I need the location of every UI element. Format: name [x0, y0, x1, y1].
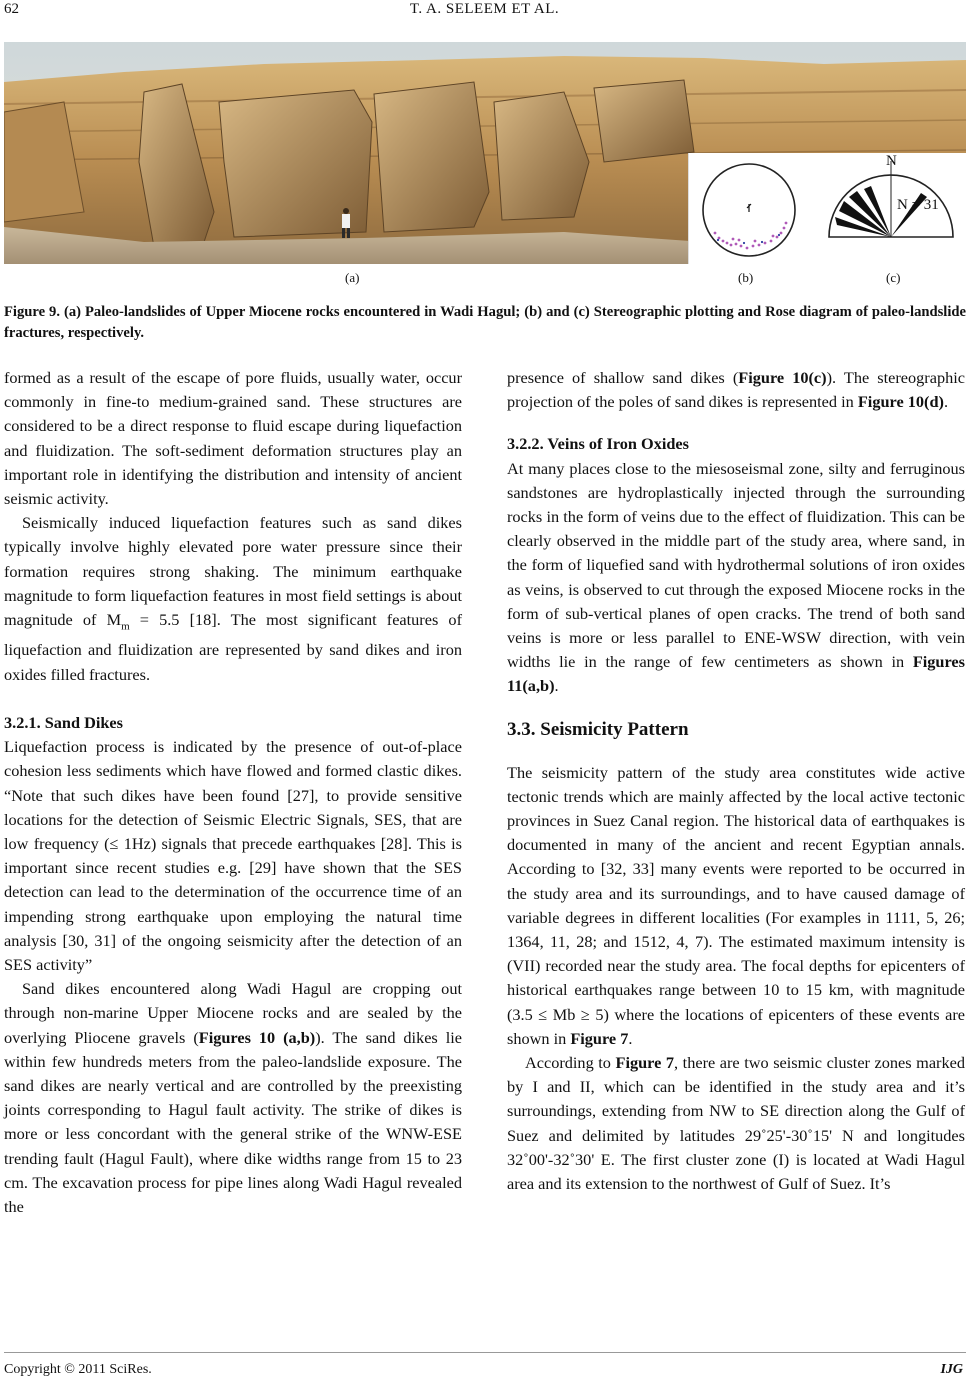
label-c: (c)	[886, 270, 901, 285]
running-head: T. A. SELEEM ET AL.	[409, 1, 560, 17]
section-heading: 3.3. Seismicity Pattern	[507, 718, 689, 740]
left-column	[4, 366, 462, 1219]
page-number: 62	[4, 1, 19, 17]
person-figure	[342, 214, 350, 228]
figure-caption: Figure 9. (a) Paleo-landslides of Upper Miocene rocks encountered in Wadi Hagul; (b) and (c) Stereographic plotting and Rose diagram of paleo-landslide fractures, respectively.	[4, 304, 966, 341]
paragraph: Liquefaction process is indicated by the presence of out-of-place cohesion less sediments which have flowed and formed clastic dikes. “Note that such dikes have been found [27], to provide sensitive locations for the detection of Seismic Electric Signals, SES, that are low frequency (≤ 1Hz) signals that precede earthquakes [28]. This is important since recent studies e.g. [29] have shown that the SES detection can lead to the determination of the occurrence time of an impending strong earthquake upon employing the natural time analysis [30, 31] of the ongoing seismicity after the detection of an SES activity”	[4, 737, 462, 974]
figure-sub-labels	[0, 270, 969, 288]
copyright-notice: Copyright © 2011 SciRes.	[4, 1362, 152, 1377]
footer-divider	[4, 1352, 966, 1353]
rose-north-label: N	[886, 153, 897, 169]
rose-count-label: N = 31	[897, 197, 939, 213]
rose-diagram	[829, 153, 953, 237]
label-a: (a)	[345, 270, 360, 285]
paragraph: formed as a result of the escape of pore fluids, usually water, occur commonly in fine-to medium-grained sand. These structures are considered to be a direct response to fluid escape during liquefaction and fluidization. The soft-sediment deformation structures play an important role in identifying the distribution and intensity of ancient seismic activity.	[4, 368, 462, 509]
label-b: (b)	[738, 270, 754, 285]
page-header	[0, 0, 969, 30]
paragraph: The seismicity pattern of the study area constitutes wide active tectonic trends which are mainly affected by the local active tectonic provinces in Suez Canal region. The historical data of earthquakes is documented in many of the ancient and recent Egyptian annals. According to [32, 33] many events were reported to be occurred in the study area and its surroundings, and to have caused damage of variable degrees in different localities (For examples in 1111, 5, 26; 1364, 11, 28; and 1512, 4, 7). The estimated maximum intensity is (VII) recorded near the study area. The focal depths for epicenters of historical earthquakes range between 10 to 15 km, with magnitude (3.5 ≤ Mb ≥ 5) where the locations of epicenters of these events are shown in Figure 7.	[507, 762, 965, 1048]
right-column	[507, 366, 965, 1196]
paragraph: Seismically induced liquefaction features such as sand dikes typically involve highly elevated pore water pressure since their formation requires strong shaking. The minimum earthquake magnitude to form liquefaction features in most field settings is about magnitude of $M_m = 5.5$ [18]. The most significant features of liquefaction and fluidization are represented by sand dikes and iron oxides filled fractures.	[4, 513, 462, 684]
stereonet-and-rose	[689, 153, 967, 264]
section-heading: 3.2.2. Veins of Iron Oxides	[507, 434, 689, 454]
paragraph: At many places close to the miesoseismal zone, silty and ferruginous sandstones are hydroplastically injected through the surrounding rocks in the form of veins due to the effect of fluidization. This can be clearly observed in the middle part of the study area, where sand, in the form of liquefied sand with hydrothermal solutions of iron oxides as veins, is observed to cut through the exposed Miocene rocks in the form of sub-vertical planes of open cracks. The trend of both sand veins is more or less parallel to ENE-WSW direction, with vein widths lie in the range of few centimeters as shown in Figures 11(a,b).	[507, 458, 965, 696]
journal-abbreviation: IJG	[940, 1362, 963, 1377]
paragraph: According to Figure 7, there are two seismic cluster zones marked by I and II, which can be identified in the study area and it’s surroundings, extending from NW to SE direction along the Gulf of Suez and delimited by latitudes 29˚25'-30˚15' N and longitudes 32˚00'-32˚30' E. The first cluster zone (I) is located at Wadi Hagul area and its extension to the northwest of Gulf of Suez. It’s	[507, 1053, 965, 1194]
paragraph: presence of shallow sand dikes (Figure 10(c)). The stereographic projection of the poles of sand dikes is represented in Figure 10(d).	[507, 368, 965, 412]
stereographic-plot	[703, 164, 795, 256]
section-heading: 3.2.1. Sand Dikes	[4, 712, 123, 732]
paragraph: Sand dikes encountered along Wadi Hagul are cropping out through non-marine Upper Miocene rocks and are sealed by the overlying Pliocene gravels (Figures 10 (a,b)). The sand dikes lie within few hundreds meters from the paleo-landslide exposure. The sand dikes are nearly vertical and are controlled by the preexisting joints corresponding to Hagul fault activity. The strike of dikes is more or less concordant with the general strike of the WNW-ESE trending fault (Hagul Fault), where dike widths range from 15 to 23 cm. The excavation process for pipe lines along Wadi Hagul revealed the	[4, 979, 462, 1216]
figure-9-insets	[688, 153, 967, 264]
